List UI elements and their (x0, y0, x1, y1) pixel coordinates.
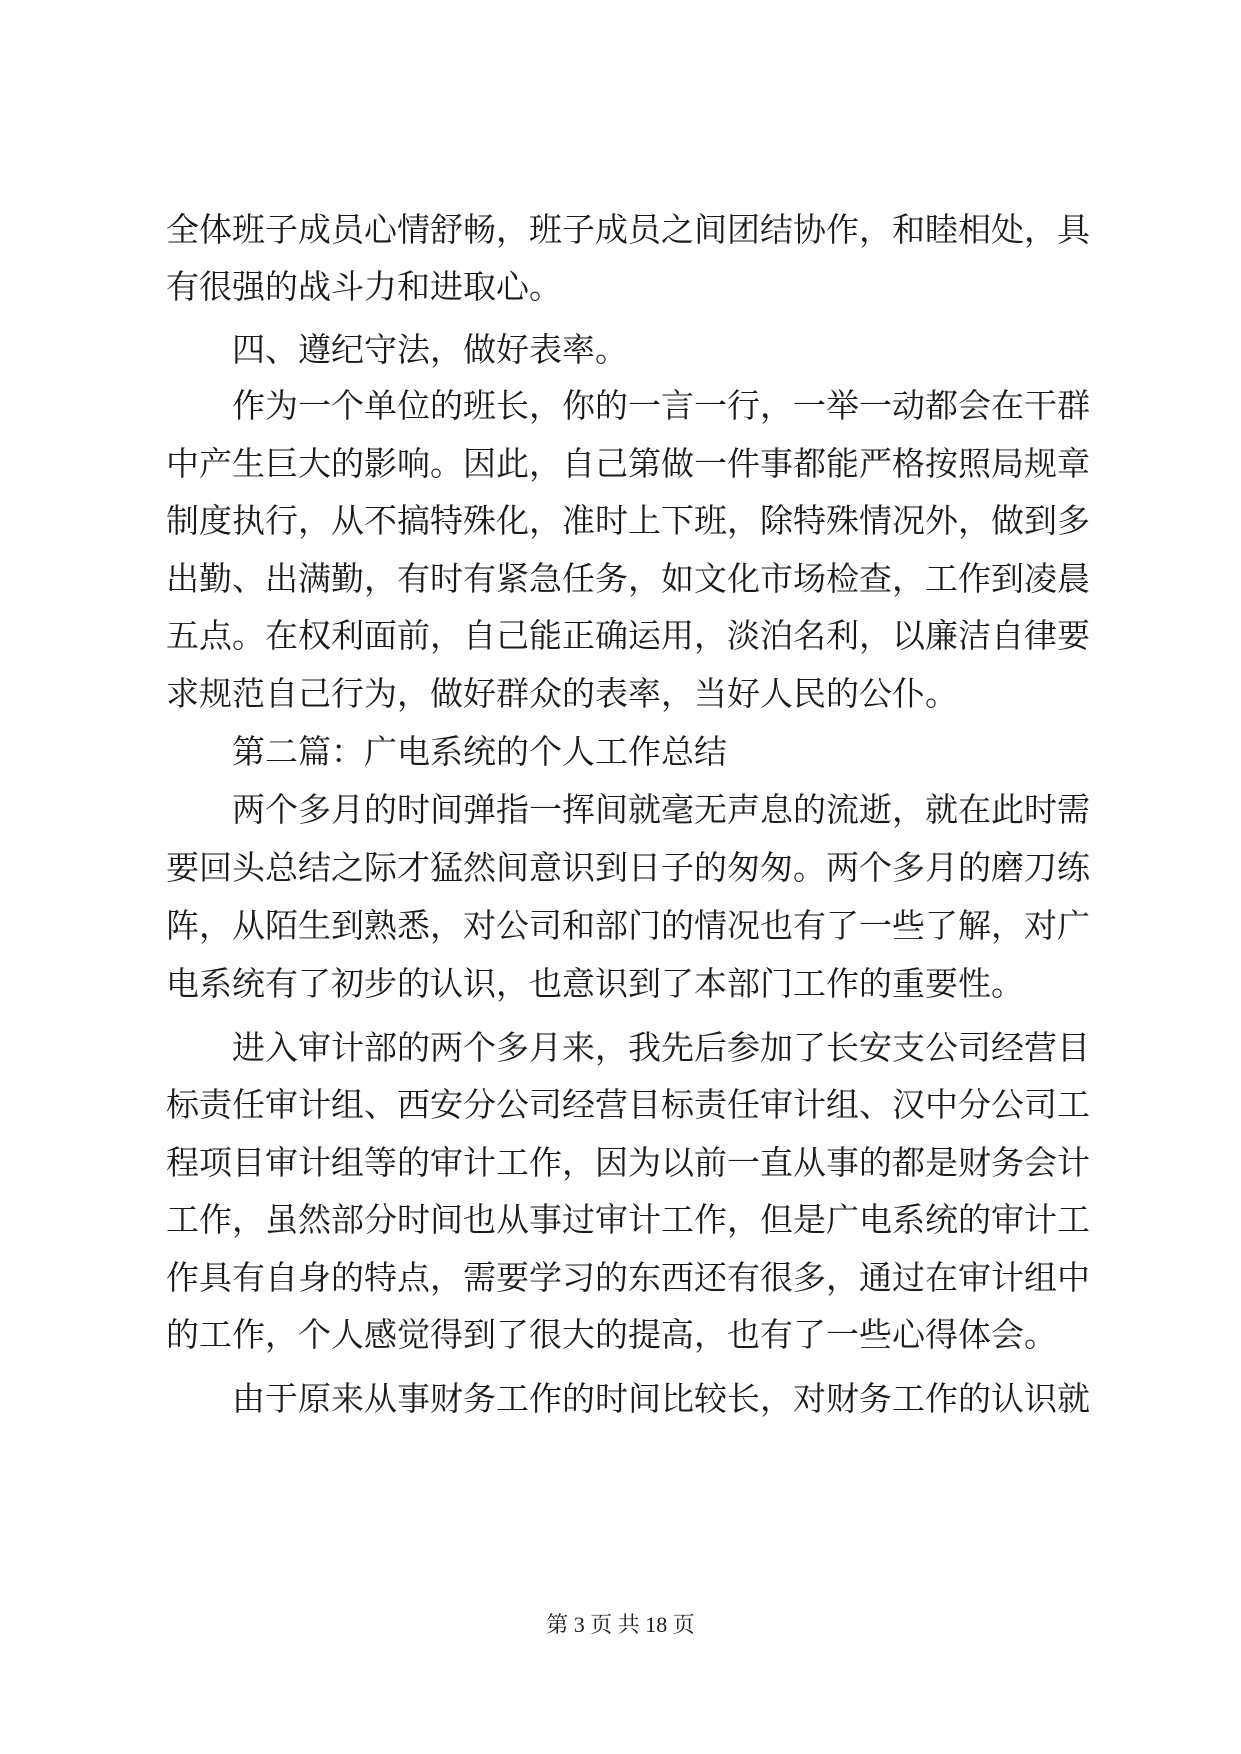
body-line: 的工作，个人感觉得到了很大的提高，也有了一些心得体会。 (166, 1315, 1057, 1354)
body-line: 五点。在权利面前，自己能正确运用，淡泊名利，以廉洁自律要 (166, 616, 1090, 655)
body-line: 电系统有了初步的认识，也意识到了本部门工作的重要性。 (166, 964, 1024, 1003)
body-line: 阵，从陌生到熟悉，对公司和部门的情况也有了一些了解，对广 (166, 906, 1090, 945)
body-line: 进入审计部的两个多月来，我先后参加了长安支公司经营目 (166, 1028, 1090, 1067)
body-line: 程项目审计组等的审计工作，因为以前一直从事的都是财务会计 (166, 1143, 1090, 1182)
body-line: 由于原来从事财务工作的时间比较长，对财务工作的认识就 (166, 1379, 1090, 1418)
body-line: 中产生巨大的影响。因此，自己第做一件事都能严格按照局规章 (166, 444, 1090, 483)
page-footer: 第 3 页 共 18 页 (546, 1612, 695, 1637)
chapter-heading: 第二篇：广电系统的个人工作总结 (166, 732, 727, 771)
body-line: 出勤、出满勤，有时有紧急任务，如文化市场检查，工作到凌晨 (166, 559, 1090, 598)
body-line: 标责任审计组、西安分公司经营目标责任审计组、汉中分公司工 (166, 1085, 1090, 1124)
body-line: 求规范自己行为，做好群众的表率，当好人民的公仆。 (166, 674, 958, 713)
body-line: 两个多月的时间弹指一挥间就毫无声息的流逝，就在此时需 (166, 790, 1090, 829)
body-line: 全体班子成员心情舒畅，班子成员之间团结协作，和睦相处，具 (166, 210, 1090, 249)
body-line: 有很强的战斗力和进取心。 (166, 267, 562, 306)
section-heading: 四、遵纪守法，做好表率。 (166, 330, 628, 369)
body-line: 作具有自身的特点，需要学习的东西还有很多，通过在审计组中 (166, 1258, 1090, 1297)
body-line: 要回头总结之际才猛然间意识到日子的匆匆。两个多月的磨刀练 (166, 848, 1090, 887)
body-line: 制度执行，从不搞特殊化，准时上下班，除特殊情况外，做到多 (166, 501, 1090, 540)
body-line: 作为一个单位的班长，你的一言一行，一举一动都会在干群 (166, 386, 1090, 425)
body-line: 工作，虽然部分时间也从事过审计工作，但是广电系统的审计工 (166, 1200, 1090, 1239)
